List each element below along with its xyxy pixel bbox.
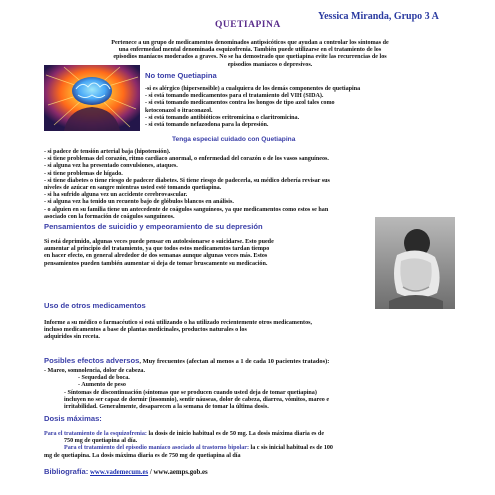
bibliografia-label: Bibliografía: bbox=[44, 467, 89, 476]
suicidio-paragraph bbox=[44, 239, 274, 268]
dosis-line-bipolar bbox=[44, 445, 333, 452]
list-item: asociado con la formación de coágulos sanguíneos. bbox=[44, 213, 175, 220]
list-item: - si está tomando antibióticos eritromicina o claritromicina. bbox=[145, 114, 300, 121]
list-item: niveles de azúcar en sangre mientras usted esté tomando quetiapina. bbox=[44, 185, 222, 192]
efectos-heading-row bbox=[44, 350, 329, 368]
list-item: - si tiene problemas de hígado. bbox=[44, 170, 123, 177]
cuidado-list bbox=[44, 149, 330, 221]
section-heading-cuidado: Tenga especial cuidado con Quetiapina bbox=[172, 136, 296, 143]
dosis-text: la c sis inicial habitual es de 100 bbox=[249, 445, 333, 452]
list-item: - o alguien en su familia tiene un antecedente de coágulos sanguíneos, ya que medicamentos como estos se han bbox=[44, 206, 329, 213]
sad-person-image bbox=[375, 217, 455, 309]
list-item: - si alguna vez ha tenido un recuento bajo de glóbulos blancos en análisis. bbox=[44, 199, 234, 206]
list-item: ketoconazol o itraconazol. bbox=[145, 107, 213, 114]
list-item: incluyen no ser capaz de dormir (insomnio), sentir náuseas, dolor de cabeza, diarrea, vómitos, mareo e bbox=[64, 396, 330, 403]
list-item: - si está tomando nefazodona para la depresión. bbox=[145, 122, 269, 129]
section-heading-dosis: Dosis máximas: bbox=[44, 414, 102, 423]
dosis-paragraph bbox=[44, 431, 333, 460]
efectos-subheading: , Muy frecuentes (afectan al menos a 1 de cada 10 pacientes tratados): bbox=[139, 358, 330, 365]
dosis-label-esquizofrenia: Para el tratamiento de la esquizofrenia: bbox=[44, 431, 147, 437]
efectos-list bbox=[44, 368, 329, 411]
intro-line: una enfermedad mental denominada esquizofrenia. También puede utilizarse en el tratamiento de los bbox=[118, 47, 382, 54]
paragraph-line: en hacer efecto, en general alrededor de dos semanas aunque algunas veces más. Estos bbox=[44, 253, 268, 260]
list-item: - si ha sufrido alguna vez un accidente cerebrovascular. bbox=[44, 192, 188, 199]
no-tome-list bbox=[145, 86, 360, 129]
list-item: - Mareo, somnolencia, dolor de cabeza. bbox=[44, 368, 145, 374]
dosis-line-esquizofrenia bbox=[44, 431, 333, 438]
paragraph-line: Si está deprimido, algunas veces puede pensar en autolesionarse o suicidarse. Esto puede bbox=[44, 239, 274, 245]
author-name: Yessica Miranda, Grupo 3 A bbox=[318, 11, 439, 22]
bibliografia-row bbox=[44, 467, 208, 476]
section-heading-suicidio: Pensamientos de suicidio y empeoramiento de su depresión bbox=[44, 222, 263, 231]
bibliografia-rest: / www.aemps.gob.es bbox=[148, 469, 208, 476]
section-heading-efectos: Posibles efectos adversos bbox=[44, 356, 140, 365]
list-item: - Síntomas de discontinuación (síntomas que se producen cuando usted deja de tomar quetiapina) bbox=[64, 389, 317, 396]
otros-paragraph bbox=[44, 320, 312, 342]
section-heading-otros: Uso de otros medicamentos bbox=[44, 301, 146, 310]
list-item: -si es alérgico (hipersensible) a cualquiera de los demás componentes de quetiapina bbox=[145, 86, 361, 92]
list-item: - Aumento de peso bbox=[78, 382, 126, 389]
list-item: - si está tomando medicamentos contra los hongos de tipo azol tales como bbox=[145, 100, 335, 107]
paragraph-line: pensamientos pueden también aumentar si deja de tomar bruscamente su medicación. bbox=[44, 260, 268, 267]
list-item: - si está tomando medicamentos para el tratamiento del VIH (SIDA). bbox=[145, 93, 324, 100]
list-item: - si tiene problemas del corazón, ritmo cardiaco anormal, o enfermedad del corazón o de los vasos sanguíneos. bbox=[44, 156, 329, 163]
dosis-text: la dosis de inicio habitual es de 50 mg. La dosis máxima diaria es de bbox=[146, 431, 325, 437]
intro-line: Pertenece a un grupo de medicamentos denominados antipsicóticos que ayudan a controlar los síntomas de bbox=[111, 40, 389, 46]
dosis-line: 750 mg de quetiapina al día. bbox=[64, 438, 138, 445]
dosis-label-bipolar: Para el tratamiento del episodio maníaco asociado al trastorno bipolar: bbox=[64, 445, 249, 452]
paragraph-line: incluso medicamentos a base de plantas medicinales, productos naturales o los bbox=[44, 327, 247, 334]
list-item: - si padece de tensión arterial baja (hipotensión). bbox=[44, 149, 171, 155]
list-item: - Sequedad de boca. bbox=[78, 375, 130, 382]
intro-line: episodios maníacos moderados a graves. No se ha demostrado que quetiapina evite las recurrencias de los bbox=[113, 54, 387, 61]
paragraph-line: aumentar al principio del tratamiento, ya que todos estos medicamentos tardan tiempo bbox=[44, 246, 270, 253]
paragraph-line: Informe a su médico o farmacéutico si está utilizando o ha utilizado recientemente otros medicamentos, bbox=[44, 320, 313, 326]
dosis-line: mg de quetiapina. La dosis máxima diaria es de 750 mg de quetiapina al día bbox=[44, 452, 241, 459]
intro-line: episodios maníacos o depresivos. bbox=[227, 61, 313, 68]
paragraph-line: adquiridos sin receta. bbox=[44, 334, 100, 341]
section-heading-no-tome: No tome Quetiapina bbox=[145, 71, 217, 80]
vademecum-link[interactable]: www.vademecum.es bbox=[90, 469, 149, 476]
list-item: irritabilidad. Generalmente, desaparecen a la semana de tomar la última dosis. bbox=[64, 404, 269, 411]
list-item: - si alguna vez ha presentado convulsiones, ataques. bbox=[44, 163, 178, 170]
page-title: QUETIAPINA bbox=[215, 20, 281, 30]
list-item: - si tiene diabetes o tiene riesgo de padecer diabetes. Si tiene riesgo de padecerla, su médico debería revisar sus bbox=[44, 177, 330, 184]
brain-glow-image bbox=[44, 65, 140, 131]
